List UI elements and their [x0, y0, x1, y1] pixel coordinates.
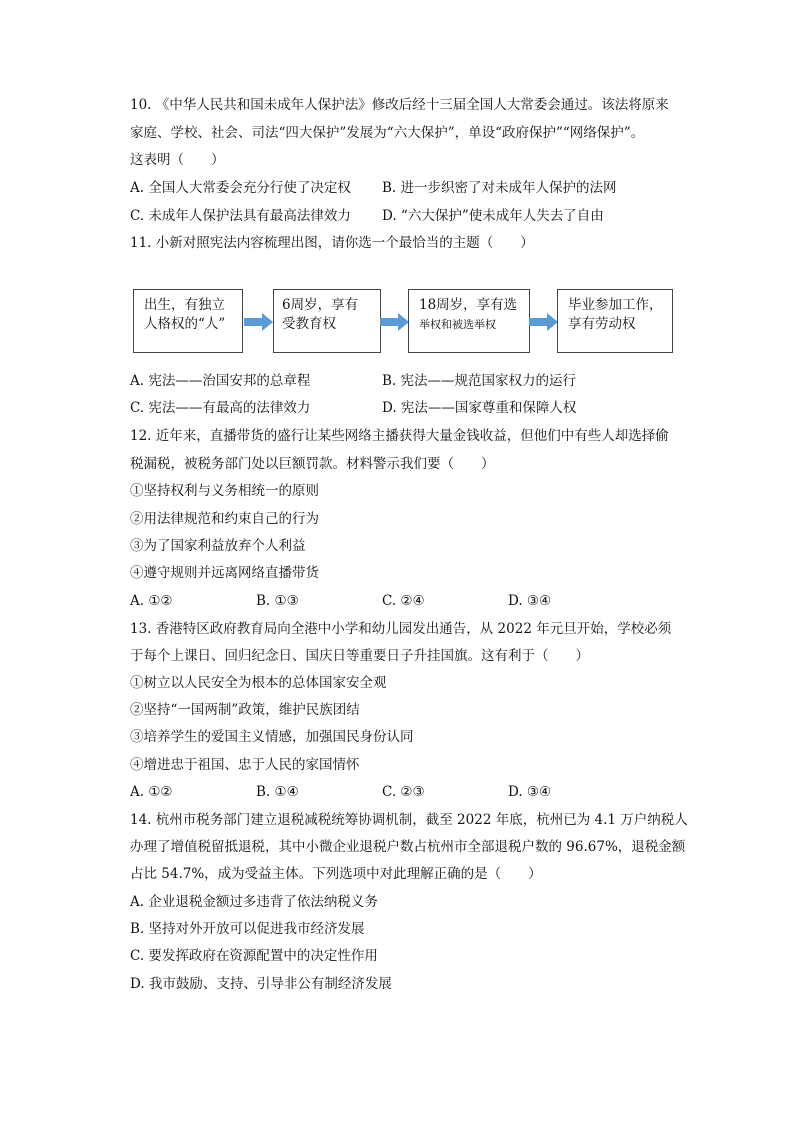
- flow-box-age6-line2: 受教育权: [282, 316, 336, 332]
- q13-option-a: A. ①②: [130, 784, 173, 800]
- flow-box-age6: [273, 289, 381, 353]
- flow-box-age6-line1: 6周岁，享有: [282, 297, 359, 313]
- flow-arrow-2: [380, 311, 410, 333]
- q14-stem-line1: 14. 杭州市税务部门建立退税减税统筹协调机制，截至 2022 年底，杭州已为 4.1 万户纳税人: [130, 812, 688, 828]
- flow-box-age18-line1: 18周岁，享有选: [419, 297, 518, 313]
- flow-arrow-1: [244, 311, 274, 333]
- q12-statement-4: ④遵守规则并远离网络直播带货: [130, 565, 319, 581]
- flow-arrow-3: [529, 311, 559, 333]
- flow-box-birth-line1: 出生，有独立: [144, 297, 225, 313]
- q13-statement-3: ③培养学生的爱国主义情感，加强国民身份认同: [130, 729, 414, 745]
- q11-option-b: B. 宪法——规范国家权力的运行: [382, 373, 577, 389]
- flow-box-work-line2: 享有劳动权: [568, 316, 636, 332]
- q13-stem-line1: 13. 香港特区政府教育局向全港中小学和幼儿园发出通告，从 2022 年元旦开始，学校必须: [130, 621, 672, 637]
- q12-option-c: C. ②④: [382, 593, 425, 609]
- q13-option-d: D. ③④: [508, 784, 552, 800]
- q12-option-b: B. ①③: [256, 593, 299, 609]
- q12-stem-line2: 税漏税，被税务部门处以巨额罚款。材料警示我们要（ ）: [130, 456, 495, 472]
- flow-box-birth-line2: 人格权的“人”: [144, 316, 226, 332]
- flow-box-work-line1: 毕业参加工作，: [568, 297, 663, 313]
- q11-stem-line1: 11. 小新对照宪法内容梳理出图，请你选一个最恰当的主题（ ）: [130, 235, 534, 251]
- q12-statement-1: ①坚持权利与义务相统一的原则: [130, 483, 319, 499]
- q14-stem-line3: 占比 54.7%，成为受益主体。下列选项中对此理解正确的是（ ）: [130, 866, 542, 882]
- q11-option-a: A. 宪法——治国安邦的总章程: [130, 373, 311, 389]
- q10-stem-line2: 家庭、学校、社会、司法“四大保护”发展为“六大保护”，单设“政府保护”“网络保护”。: [130, 125, 645, 141]
- flow-box-age18-line2: 举权和被选举权: [419, 318, 496, 331]
- q14-option-c: C. 要发挥政府在资源配置中的决定性作用: [130, 948, 378, 964]
- q13-statement-2: ②坚持“一国两制”政策，维护民族团结: [130, 702, 360, 718]
- q10-option-c: C. 未成年人保护法具有最高法律效力: [130, 208, 351, 224]
- q14-option-b: B. 坚持对外开放可以促进我市经济发展: [130, 921, 365, 937]
- q13-statement-1: ①树立以人民安全为根本的总体国家安全观: [130, 675, 387, 691]
- q13-option-c: C. ②③: [382, 784, 425, 800]
- q13-option-b: B. ①④: [256, 784, 299, 800]
- q14-option-a: A. 企业退税金额过多违背了依法纳税义务: [130, 894, 378, 910]
- q10-option-a: A. 全国人大常委会充分行使了决定权: [130, 180, 351, 196]
- q12-option-a: A. ①②: [130, 593, 173, 609]
- q12-statement-2: ②用法律规范和约束自己的行为: [130, 511, 319, 527]
- flow-box-age18: [408, 289, 530, 353]
- q14-stem-line2: 办理了增值税留抵退税，其中小微企业退税户数占杭州市全部退税户数的 96.67%，退税金额: [130, 839, 686, 855]
- flow-box-work: [557, 289, 673, 353]
- q11-option-c: C. 宪法——有最高的法律效力: [130, 400, 311, 416]
- flow-box-birth: [133, 289, 243, 353]
- q13-stem-line2: 于每个上课日、回归纪念日、国庆日等重要日子升挂国旗。这有利于（ ）: [130, 648, 589, 664]
- q10-option-b: B. 进一步织密了对未成年人保护的法网: [382, 180, 617, 196]
- q12-stem-line1: 12. 近年来，直播带货的盛行让某些网络主播获得大量金钱收益，但他们中有些人却选择偷: [130, 428, 669, 444]
- q14-option-d: D. 我市鼓励、支持、引导非公有制经济发展: [130, 976, 392, 992]
- q12-statement-3: ③为了国家利益放弃个人利益: [130, 538, 306, 554]
- q13-statement-4: ④增进忠于祖国、忠于人民的家国情怀: [130, 757, 360, 773]
- q12-option-d: D. ③④: [508, 593, 552, 609]
- q10-option-d: D. “六大保护”使未成年人失去了自由: [382, 208, 604, 224]
- q11-flow-diagram: [133, 289, 673, 357]
- q10-stem-line3: 这表明（ ）: [130, 152, 225, 168]
- q10-stem-line1: 10. 《中华人民共和国未成年人保护法》修改后经十三届全国人大常委会通过。该法将原来: [130, 97, 669, 113]
- q11-option-d: D. 宪法——国家尊重和保障人权: [382, 400, 577, 416]
